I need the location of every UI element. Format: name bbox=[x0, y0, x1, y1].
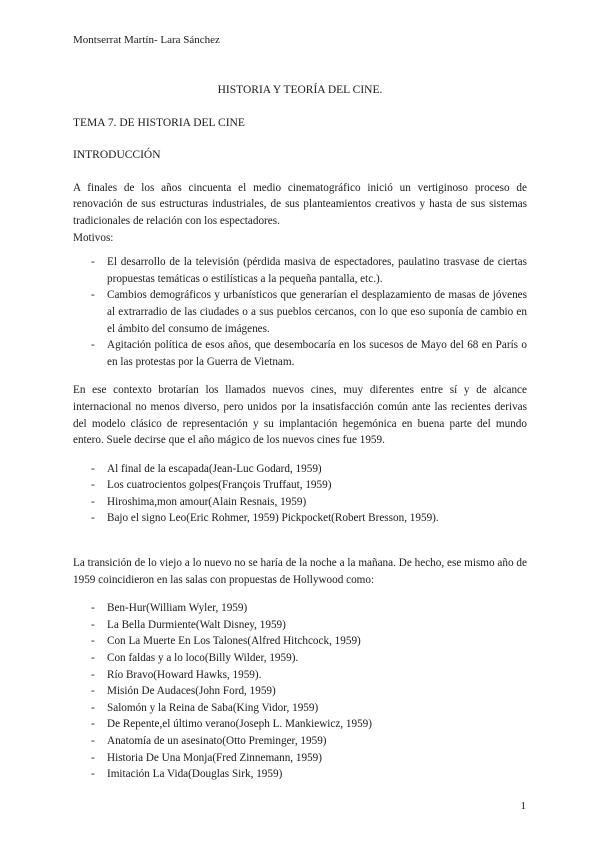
intro-paragraph: A finales de los años cincuenta el medio cinematográfico inició un vertiginoso proceso de renovación de sus estructuras industriales, de sus planteamientos creativos y hasta de sus sistemas tradicionales de relación con los espectadores. bbox=[73, 181, 527, 227]
page-number: 1 bbox=[520, 800, 526, 812]
list-item: - La Bella Durmiente(Walt Disney, 1959) bbox=[73, 617, 527, 634]
list-item: - Al final de la escapada(Jean-Luc Godard, 1959) bbox=[73, 461, 527, 478]
motivos-label: Motivos: bbox=[73, 231, 114, 244]
section-heading: INTRODUCCIÓN bbox=[73, 149, 161, 162]
list-item: - Bajo el signo Leo(Eric Rohmer, 1959) Pickpocket(Robert Bresson, 1959). bbox=[73, 510, 527, 527]
list-item: - De Repente,el último verano(Joseph L. Mankiewicz, 1959) bbox=[73, 716, 527, 733]
list-item: - Agitación política de esos años, que desembocaría en los sucesos de Mayo del 68 en París o en las protestas por la Guerra de Vietnam. bbox=[73, 337, 527, 370]
document-title: HISTORIA Y TEORÍA DEL CINE. bbox=[217, 84, 383, 96]
document-subtitle: TEMA 7. DE HISTORIA DEL CINE bbox=[73, 116, 245, 129]
list-item: - Hiroshima,mon amour(Alain Resnais, 1959) bbox=[73, 494, 527, 511]
list-item: - Río Bravo(Howard Hawks, 1959). bbox=[73, 667, 527, 684]
hollywood-films-list bbox=[73, 600, 527, 783]
list-item: - El desarrollo de la televisión (pérdida masiva de espectadores, paulatino trasvase de ciertas propuestas temáticas o estilísticas a la pequeña pantalla, etc.). bbox=[73, 254, 527, 287]
list-item: - Anatomía de un asesinato(Otto Preminger, 1959) bbox=[73, 733, 527, 750]
list-item: - Cambios demográficos y urbanísticos que generarían el desplazamiento de masas de jóvenes al extrarradio de las ciudades o a sus pueblos cercanos, con lo que eso suponía de cambio en el ámbito del consumo de imágenes. bbox=[73, 287, 527, 337]
list-item: - Misión De Audaces(John Ford, 1959) bbox=[73, 683, 527, 700]
list-item: - Ben-Hur(William Wyler, 1959) bbox=[73, 600, 527, 617]
list-item: - Salomón y la Reina de Saba(King Vidor, 1959) bbox=[73, 700, 527, 717]
list-item: - Con La Muerte En Los Talones(Alfred Hitchcock, 1959) bbox=[73, 633, 527, 650]
context-paragraph: En ese contexto brotarían los llamados nuevos cines, muy diferentes entre sí y de alcance internacional no menos diverso, pero unidos por la insatisfacción común ante las recientes derivas del modelo clásico de representación y su implantación hegemónica en buena parte del mundo entero. Suele decirse que el año mágico de los nuevos cines fue 1959. bbox=[73, 384, 527, 447]
document-body bbox=[73, 82, 527, 783]
films-1959-list bbox=[73, 461, 527, 527]
list-item: - Historia De Una Monja(Fred Zinnemann, 1959) bbox=[73, 750, 527, 767]
page-header-author: Montserrat Martín- Lara Sánchez bbox=[73, 34, 220, 46]
list-item: - Con faldas y a lo loco(Billy Wilder, 1959). bbox=[73, 650, 527, 667]
list-item: - Imitación La Vida(Douglas Sirk, 1959) bbox=[73, 766, 527, 783]
list-item: - Los cuatrocientos golpes(François Truffaut, 1959) bbox=[73, 477, 527, 494]
motivos-list bbox=[73, 254, 527, 370]
transition-paragraph: La transición de lo viejo a lo nuevo no se haría de la noche a la mañana. De hecho, ese mismo año de 1959 coincidieron en las salas con propuestas de Hollywood como: bbox=[73, 557, 527, 586]
